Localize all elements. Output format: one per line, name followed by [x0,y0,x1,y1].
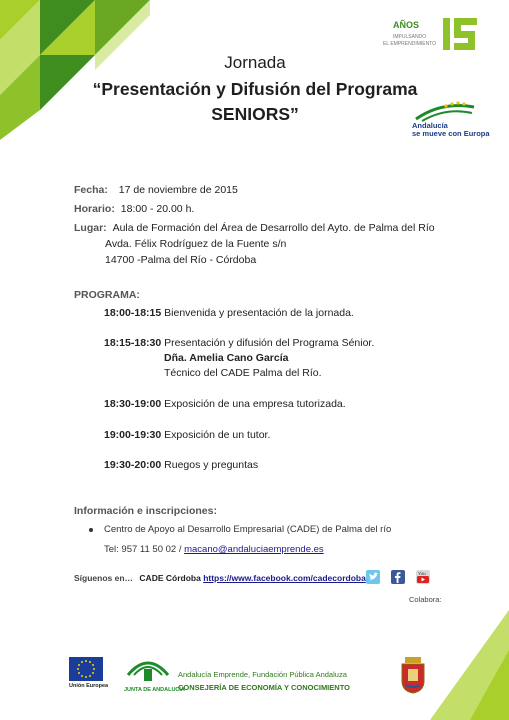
programa-item-3 [104,398,346,410]
siguenos-text: Síguenos en… [74,573,134,583]
info-bullet: Centro de Apoyo al Desarrollo Empresarial (CADE) de Palma del río [104,524,392,535]
horario-value: 18:00 - 20.00 h. [120,203,195,215]
junta-label: JUNTA DE ANDALUCIA [124,687,185,693]
social-row [74,573,366,583]
junta-andalucia-logo-icon [124,653,172,687]
tel-text: Tel: 957 11 50 02 / [104,544,182,555]
programa-heading: PROGRAMA: [74,289,140,301]
horario-row [74,203,194,215]
lugar-line-1: Aula de Formación del Área de Desarrollo del Ayto. de Palma del Río [112,222,435,234]
item-text: Exposición de una empresa tutorizada. [164,398,346,410]
email-link[interactable]: macano@andaluciaemprende.es [184,544,324,555]
item-time: 18:15-18:30 [104,337,162,349]
eu-flag-icon [69,657,103,681]
svg-text:You: You [418,571,426,576]
item-text: Ruegos y preguntas [164,459,259,471]
youtube-icon[interactable] [416,570,430,584]
anios-tagline-2: EL EMPRENDIMIENTO [383,41,437,47]
anios-logo [385,14,485,58]
item-text: Exposición de un tutor. [164,429,271,441]
fecha-value: 17 de noviembre de 2015 [118,184,238,196]
item-text: Presentación y difusión del Programa Sénior. [164,337,375,349]
twitter-icon[interactable] [366,570,380,584]
contact-row [104,544,324,555]
horario-label: Horario: [74,203,115,215]
facebook-url-link[interactable]: https://www.facebook.com/cadecordoba [203,573,366,583]
fecha-label: Fecha: [74,184,108,196]
item-time: 18:30-19:00 [104,398,162,410]
programa-item-2 [104,337,374,349]
palma-del-rio-crest-icon [398,655,428,695]
speaker-role: Técnico del CADE Palma del Río. [164,367,322,379]
lugar-line-2: Avda. Félix Rodríguez de la Fuente s/n [105,238,287,250]
fecha-row [74,184,238,196]
facebook-icon[interactable] [391,570,405,584]
eu-label: Unión Europea [69,683,109,689]
cade-text: CADE Córdoba [139,573,201,583]
title-line-3: SENIORS” [211,104,299,124]
item-time: 19:30-20:00 [104,459,162,471]
item-time: 19:00-19:30 [104,429,162,441]
fundacion-text: Andalucía Emprende, Fundación Pública Andaluza [178,670,347,679]
speaker-name: Dña. Amelia Cano García [164,352,289,364]
programa-item-5 [104,459,258,471]
colabora-text: Colabora: [409,595,442,604]
item-text: Bienvenida y presentación de la jornada. [164,307,354,319]
title-line-1: Jornada [224,53,286,72]
info-heading: Información e inscripciones: [74,505,217,517]
consejeria-text: CONSEJERÍA DE ECONOMÍA Y CONOCIMIENTO [178,683,350,692]
bullet-dot [89,528,93,532]
andalucia-line2: se mueve con Europa [412,129,490,138]
andalucia-line1: Andalucía [412,121,448,130]
lugar-row [74,222,435,234]
lugar-line-3: 14700 -Palma del Río - Córdoba [105,254,257,266]
anios-word: AÑOS [393,20,420,30]
programa-item-4 [104,429,270,441]
anios-tagline-1: IMPULSANDO [393,34,427,40]
title-line-2: “Presentación y Difusión del Programa [92,79,418,99]
lugar-label: Lugar: [74,222,107,234]
programa-item-1 [104,307,354,319]
15-years-logo-icon [441,16,481,52]
item-time: 18:00-18:15 [104,307,162,319]
